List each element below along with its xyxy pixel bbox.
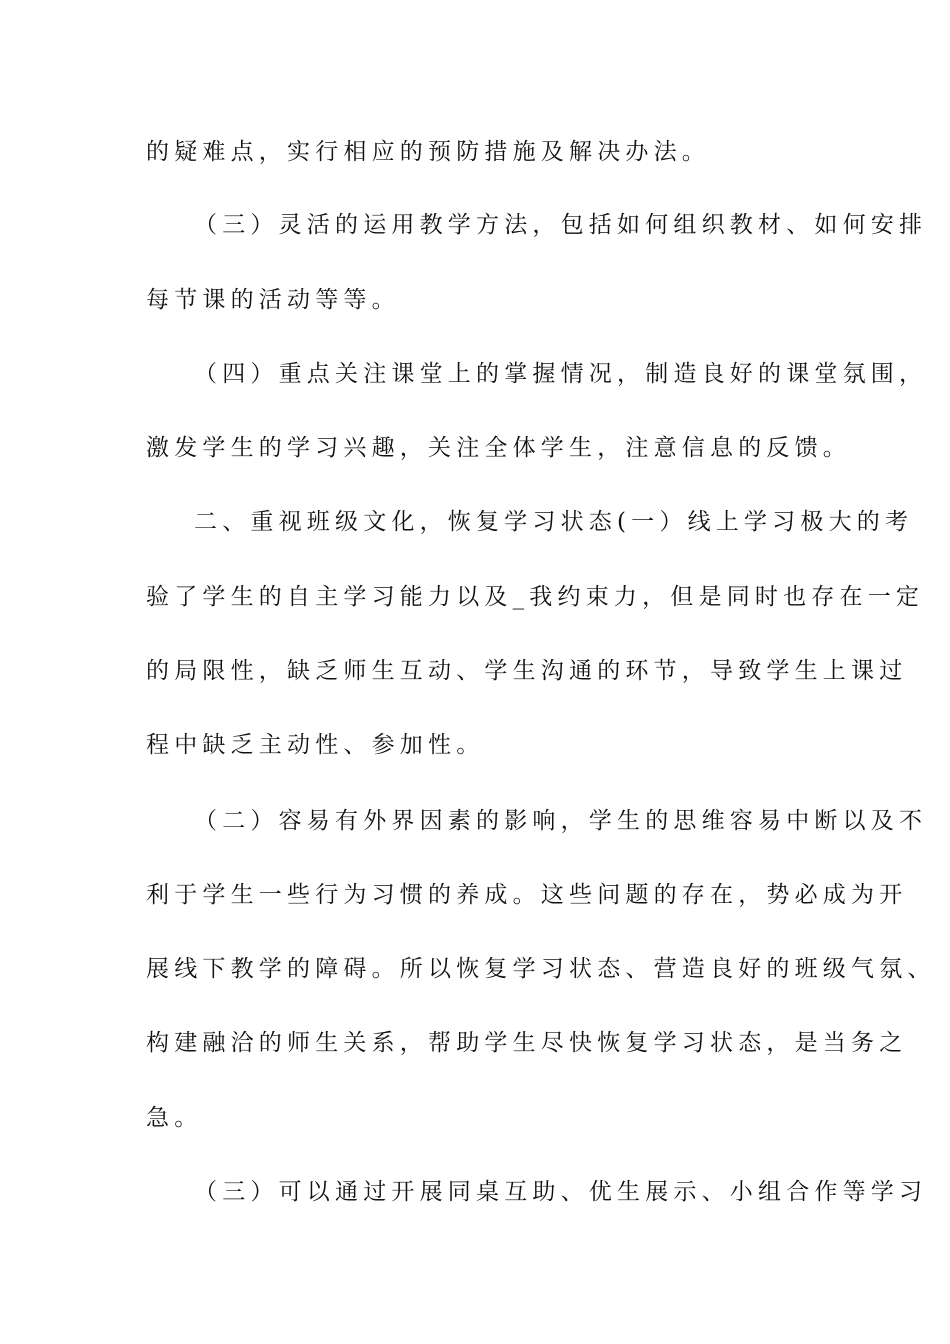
text-line: （三）可以通过开展同桌互助、优生展示、小组合作等学习 (194, 1179, 928, 1205)
text-line: 利于学生一些行为习惯的养成。这些问题的存在，势必成为开 (146, 882, 908, 908)
text-line: 急。 (146, 1105, 203, 1131)
text-line: 的局限性，缺乏师生互动、学生沟通的环节，导致学生上课过 (146, 658, 908, 684)
text-line: （二）容易有外界因素的影响，学生的思维容易中断以及不 (194, 808, 928, 834)
text-line: 构建融洽的师生关系，帮助学生尽快恢复学习状态，是当务之 (146, 1030, 908, 1056)
text-line: （四）重点关注课堂上的掌握情况，制造良好的课堂氛围， (194, 361, 928, 387)
text-line: （三）灵活的运用教学方法，包括如何组织教材、如何安排 (194, 212, 928, 238)
text-line: 程中缺乏主动性、参加性。 (146, 732, 485, 758)
text-line: 二、重视班级文化，恢复学习状态(一）线上学习极大的考 (194, 509, 914, 535)
text-line: 每节课的活动等等。 (146, 287, 400, 313)
text-line: 验了学生的自主学习能力以及_我约束力，但是同时也存在一定 (146, 584, 925, 610)
text-line: 展线下教学的障碍。所以恢复学习状态、营造良好的班级气氛、 (146, 956, 936, 982)
text-line: 的疑难点，实行相应的预防措施及解决办法。 (146, 139, 710, 165)
text-line: 激发学生的学习兴趣，关注全体学生，注意信息的反馈。 (146, 435, 851, 461)
